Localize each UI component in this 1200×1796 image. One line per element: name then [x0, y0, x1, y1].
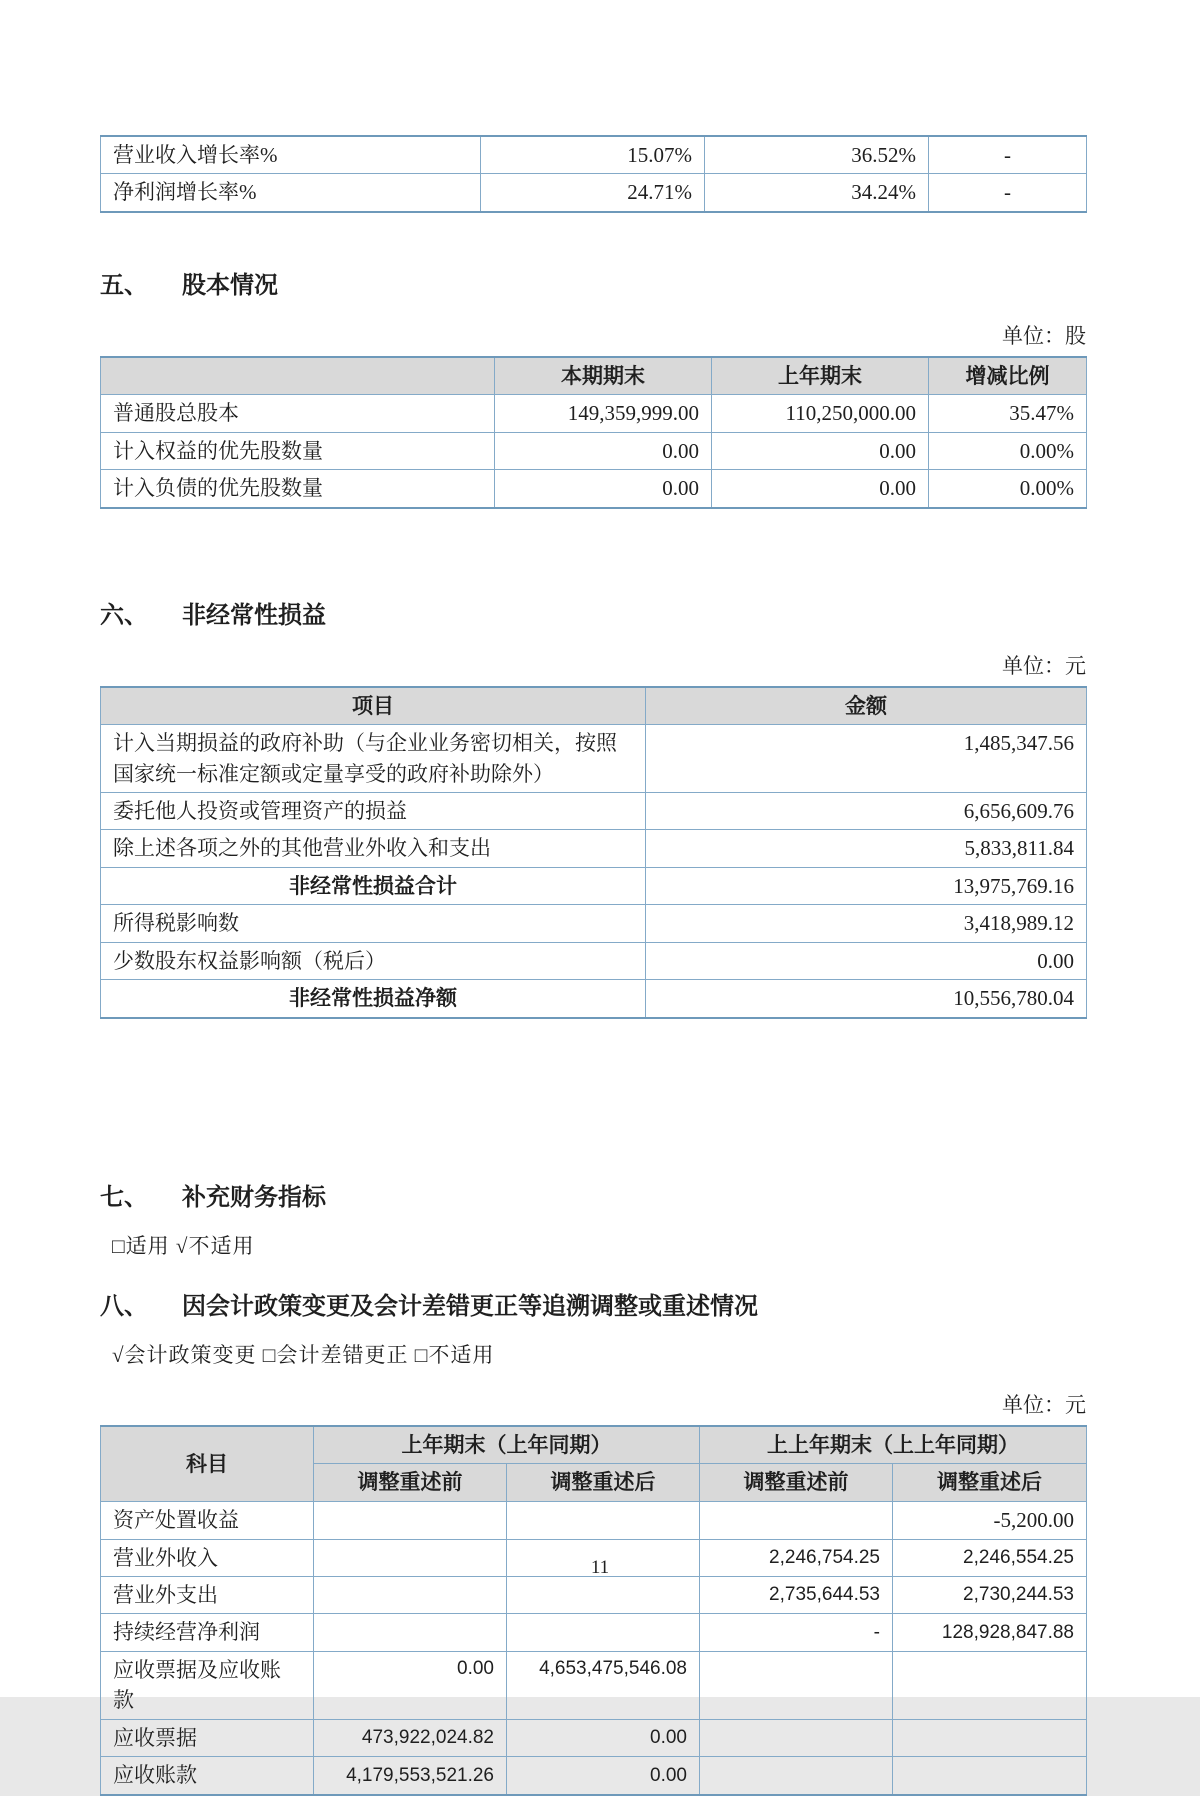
cell-before-post: 2,246,554.25	[893, 1539, 1087, 1576]
cell-before-pre	[700, 1502, 893, 1539]
table-row	[101, 395, 1087, 432]
cell-prior-post: 0.00	[507, 1719, 700, 1756]
metric-label: 净利润增长率%	[101, 174, 481, 212]
table-row	[101, 1719, 1087, 1756]
section5-heading	[100, 265, 1086, 300]
metric-label: 营业收入增长率%	[101, 136, 481, 174]
row-amount: 10,556,780.04	[646, 980, 1087, 1018]
row-label: 委托他人投资或管理资产的损益	[101, 792, 646, 829]
row-current: 149,359,999.00	[495, 395, 712, 432]
table-row	[101, 905, 1087, 942]
row-label: 计入负债的优先股数量	[101, 470, 495, 508]
section8-unit-label: 单位：元	[1002, 1392, 1086, 1417]
row-label: 应收账款	[101, 1757, 314, 1795]
metric-change: -	[929, 136, 1087, 174]
table-row	[101, 942, 1087, 979]
header-pre-restatement-2: 调整重述前	[700, 1464, 893, 1502]
section8-title: 因会计政策变更及会计差错更正等追溯调整或重述情况	[182, 1292, 758, 1320]
cell-before-post: -5,200.00	[893, 1502, 1087, 1539]
cell-prior-post: 4,653,475,546.08	[507, 1651, 700, 1719]
cell-prior-pre: 0.00	[314, 1651, 507, 1719]
cell-prior-post	[507, 1614, 700, 1651]
row-amount: 5,833,811.84	[646, 830, 1087, 867]
row-amount: 13,975,769.16	[646, 867, 1087, 904]
row-label: 除上述各项之外的其他营业外收入和支出	[101, 830, 646, 867]
table-row	[101, 1502, 1087, 1539]
growth-rate-table	[100, 135, 1087, 213]
row-label: 所得税影响数	[101, 905, 646, 942]
table-row	[101, 432, 1087, 469]
row-label: 普通股总股本	[101, 395, 495, 432]
section5-title: 股本情况	[182, 271, 278, 299]
table-row	[101, 1576, 1087, 1613]
row-label: 计入当期损益的政府补助（与企业业务密切相关，按照国家统一标准定额或定量享受的政府补助除外）	[101, 725, 646, 793]
cell-prior-pre: 473,922,024.82	[314, 1719, 507, 1756]
header-prior-year-group: 上年期末（上年同期）	[314, 1426, 700, 1464]
header-post-restatement-2: 调整重述后	[893, 1464, 1087, 1502]
row-label: 资产处置收益	[101, 1502, 314, 1539]
header-prior-period: 上年期末	[712, 357, 929, 395]
table-header-row	[101, 1426, 1087, 1464]
row-change: 0.00%	[929, 432, 1087, 469]
section6-number: 六、	[100, 601, 148, 629]
cell-prior-pre: 4,179,553,521.26	[314, 1757, 507, 1795]
metric-prior: 36.52%	[705, 136, 929, 174]
table-row	[101, 470, 1087, 508]
cell-before-pre	[700, 1719, 893, 1756]
row-prior: 0.00	[712, 470, 929, 508]
section8-applicability: √会计政策变更 □会计差错更正 □不适用	[112, 1342, 495, 1367]
table-row	[101, 1757, 1087, 1795]
row-label: 应收票据及应收账款	[101, 1651, 314, 1719]
row-amount: 1,485,347.56	[646, 725, 1087, 793]
row-prior: 110,250,000.00	[712, 395, 929, 432]
cell-before-pre: -	[700, 1614, 893, 1651]
section7-number: 七、	[100, 1183, 148, 1211]
cell-prior-pre	[314, 1502, 507, 1539]
table-header-row	[101, 687, 1087, 725]
header-year-before-group: 上上年期末（上上年同期）	[700, 1426, 1087, 1464]
header-pre-restatement-1: 调整重述前	[314, 1464, 507, 1502]
non-recurring-items-table	[100, 686, 1087, 1019]
row-label: 非经常性损益合计	[101, 867, 646, 904]
cell-before-post	[893, 1719, 1087, 1756]
cell-prior-post	[507, 1502, 700, 1539]
table-row	[101, 792, 1087, 829]
row-current: 0.00	[495, 470, 712, 508]
row-amount: 0.00	[646, 942, 1087, 979]
cell-prior-pre	[314, 1614, 507, 1651]
row-label: 持续经营净利润	[101, 1614, 314, 1651]
section5-unit-label: 单位：股	[1002, 323, 1086, 348]
header-current-period: 本期期末	[495, 357, 712, 395]
cell-before-pre	[700, 1651, 893, 1719]
table-row	[101, 174, 1087, 212]
header-amount: 金额	[646, 687, 1087, 725]
section5-number: 五、	[100, 271, 148, 299]
table-total-row	[101, 980, 1087, 1018]
row-prior: 0.00	[712, 432, 929, 469]
cell-before-post	[893, 1757, 1087, 1795]
table-row	[101, 830, 1087, 867]
cell-prior-post	[507, 1576, 700, 1613]
page-number: 11	[590, 1557, 610, 1578]
section7-applicability: □适用 √不适用	[112, 1233, 255, 1258]
row-change: 0.00%	[929, 470, 1087, 508]
cell-before-post: 128,928,847.88	[893, 1614, 1087, 1651]
section6-heading	[100, 595, 1086, 630]
row-label: 少数股东权益影响额（税后）	[101, 942, 646, 979]
header-item: 项目	[101, 687, 646, 725]
row-label: 营业外收入	[101, 1539, 314, 1576]
cell-before-post	[893, 1651, 1087, 1719]
table-header-row	[101, 357, 1087, 395]
cell-before-post: 2,730,244.53	[893, 1576, 1087, 1613]
section7-title: 补充财务指标	[182, 1183, 326, 1211]
header-change-ratio: 增减比例	[929, 357, 1087, 395]
table-row	[101, 1614, 1087, 1651]
share-capital-table	[100, 356, 1087, 509]
metric-current: 15.07%	[481, 136, 705, 174]
row-amount: 3,418,989.12	[646, 905, 1087, 942]
cell-before-pre: 2,735,644.53	[700, 1576, 893, 1613]
row-label: 计入权益的优先股数量	[101, 432, 495, 469]
metric-prior: 34.24%	[705, 174, 929, 212]
row-label: 应收票据	[101, 1719, 314, 1756]
restatement-table	[100, 1425, 1087, 1796]
row-label: 营业外支出	[101, 1576, 314, 1613]
section8-number: 八、	[100, 1292, 148, 1320]
row-current: 0.00	[495, 432, 712, 469]
metric-change: -	[929, 174, 1087, 212]
cell-prior-post: 0.00	[507, 1757, 700, 1795]
section6-title: 非经常性损益	[182, 601, 326, 629]
row-label: 非经常性损益净额	[101, 980, 646, 1018]
cell-prior-pre	[314, 1576, 507, 1613]
cell-before-pre: 2,246,754.25	[700, 1539, 893, 1576]
row-amount: 6,656,609.76	[646, 792, 1087, 829]
table-row	[101, 725, 1087, 793]
header-post-restatement-1: 调整重述后	[507, 1464, 700, 1502]
header-blank	[101, 357, 495, 395]
section6-unit-label: 单位：元	[1002, 653, 1086, 678]
row-change: 35.47%	[929, 395, 1087, 432]
header-subject: 科目	[101, 1426, 314, 1502]
section7-heading	[100, 1177, 1086, 1212]
table-total-row	[101, 867, 1087, 904]
metric-current: 24.71%	[481, 174, 705, 212]
section8-heading	[100, 1286, 1086, 1321]
cell-before-pre	[700, 1757, 893, 1795]
table-row	[101, 136, 1087, 174]
table-row	[101, 1651, 1087, 1719]
